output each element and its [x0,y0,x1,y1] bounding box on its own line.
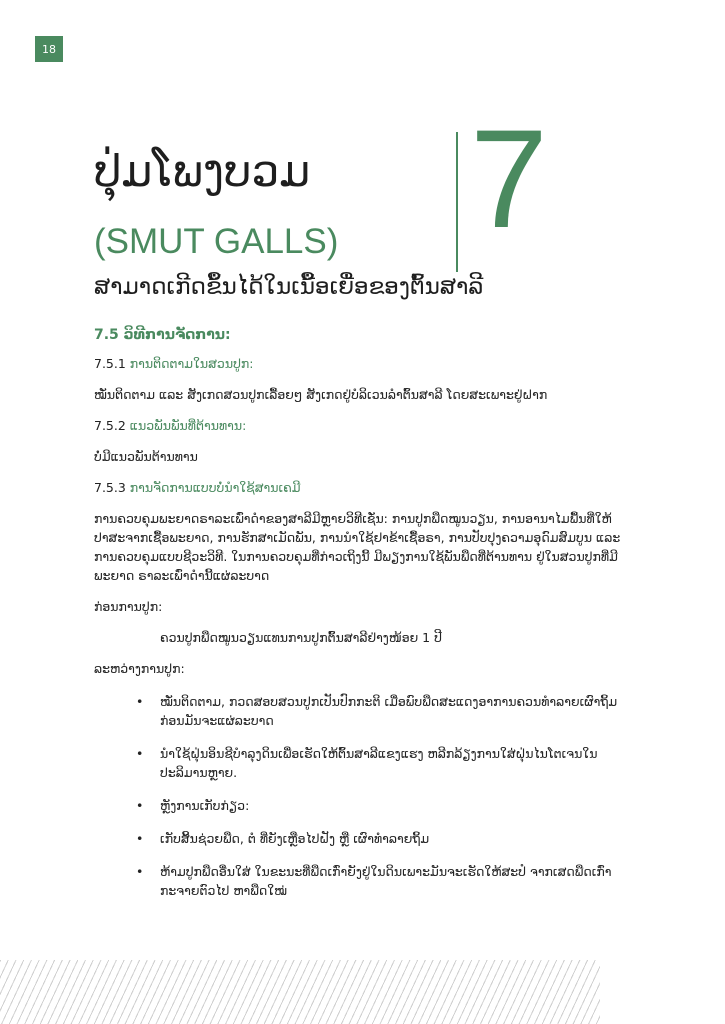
before-planting-label: ກ່ອນການປູກ: [94,599,163,614]
bullet-icon: • [136,831,144,846]
subsection-title: ແນວພັນພັນທີ່ຕ້ານທານ: [129,418,247,433]
before-planting-text: ຄວນປູກພືດໝູນວຽນແທນການປູກຕົ້ນສາລີຢ່າງໜ້ອຍ 1 ປີ [160,630,442,645]
page-number-badge: 18 [35,36,63,62]
decorative-hatch-band [0,960,600,1024]
list-item: • ເກັບສິ້ນຊ່ວຍພືດ, ຕໍ ທີ່ຍັງເຫຼືອໄປຝັງ ຫຼື ເຜົາທຳລາຍຖິ້ມ [136,831,430,846]
subsection-text-2: ບໍ່ມີແນວພັນຕ້ານທານ [94,449,198,464]
bullet-icon: • [136,798,144,813]
chapter-divider [456,132,458,272]
section-heading: 7.5 ວິທີການຈັດການ: [94,327,231,343]
subsection-number: 7.5.1 [94,356,126,371]
list-item: • ຫຼັງການເກັບກ່ຽວ: [136,798,250,813]
chapter-title: ປຸ່ມໂພງບວມ [94,146,311,197]
subsection-heading-1 [94,354,639,373]
bullet-icon: • [136,746,144,761]
subsection-heading-2 [94,416,639,435]
subsection-title: ການຈັດການແບບບໍ່ນຳໃຊ້ສານເຄມີ [129,480,301,495]
list-item: • ນຳໃຊ້ຝຸ່ນອິນຊີບຳລຸງດິນເພື່ອເຮັດໃຫ້ຕົ້ນສາລີແຂງແຮງ ຫລີກລ້ຽງການໃສ່ຝຸ່ນໄນໂຕເຈນໃນປະລິມານຫຼາຍ. [136,746,598,780]
content-body [94,320,639,914]
list-item: • ໝັ່ນຕິດຕາມ, ກວດສອບສວນປູກເປັນປົກກະຕິ ເມື່ອພົບພືດສະແດງອາການຄວນທຳລາຍເຜົາຖິ້ມກ່ອນມັນຈະແຜ່ລະບາດ [136,694,618,728]
bullet-icon: • [136,694,144,709]
chapter-title-english: (SMUT GALLS) [94,222,339,261]
list-item: • ຫ້າມປູກພືດອື່ນໃສ່ ໃນຂະນະທີ່ພືດເກົ່າຍັງຢູ່ໃນດິນເພາະມັນຈະເຮັດໃຫ້ສະປໍ ຈາກເສດພືດເກົ່າກະຈາຍຕົວໄປ ຫາພືດໃໝ່ [136,864,612,898]
subsection-heading-3 [94,478,639,497]
subsection-number: 7.5.3 [94,480,126,495]
management-paragraph: ການຄວບຄຸມພະຍາດຣາລະເພົ່າດຳຂອງສາລີມີຫຼາຍວິທີເຊັ່ນ: ການປູກພືດໝູນວຽນ, ການອານາໄມພື້ນທີ່ໃຫ້ປາສະຈາກເຊື້ອພະຍາດ, ການຮັກສາເມັດພັນ, ການນຳໃຊ້ຢາຂ້າເຊື້ອຣາ, ການປັບປຸງຄວາມອຸດົມສົມບູນ ແລະ ການຄວບຄຸມແບບຊີວະວິທີ. ໃນການຄວບຄຸມທີ່ກ່າວເຖິງນີ້ ມີພຽງການໃຊ້ພັນພືດທີ່ຕ້ານທານ ຢູ່ໃນສວນປູກທີ່ມີພະຍາດ ຣາລະເພົ່າດຳນີ້ແຜ່ລະບາດ [94,511,621,583]
subsection-title: ການຕິດຕາມໃນສວນປູກ: [129,356,254,371]
during-planting-label: ລະຫວ່າງການປູກ: [94,661,185,676]
subsection-number: 7.5.2 [94,418,126,433]
chapter-subtitle: ສາມາດເກີດຂຶ້ນໄດ້ໃນເນື້ອເຍື່ອຂອງຕົ້ນສາລີ [94,274,484,300]
bullet-icon: • [136,864,144,879]
chapter-number: 7 [470,100,548,257]
subsection-text-1: ໝັ່ນຕິດຕາມ ແລະ ສັງເກດສວນປູກເລື້ອຍໆ ສັງເກດຢູ່ບໍລິເວນລຳຕົ້ນສາລີ ໂດຍສະເພາະຢູ່ຝາກ [94,387,548,402]
bullet-list [94,692,639,900]
